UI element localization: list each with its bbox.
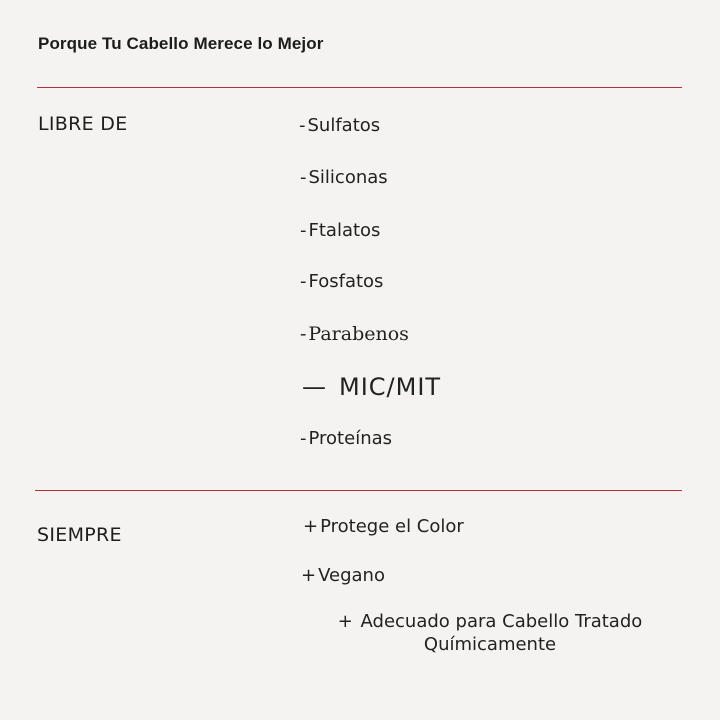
- item-label: Ftalatos: [308, 220, 381, 241]
- divider-top: [37, 87, 682, 88]
- list-item-free-of: [300, 428, 392, 449]
- plus-marker: +: [301, 565, 317, 586]
- list-item-always: [330, 610, 650, 656]
- item-label: Siliconas: [308, 167, 388, 188]
- dash-marker: -: [300, 323, 307, 345]
- item-label: Vegano: [318, 565, 385, 586]
- item-label: Protege el Color: [320, 516, 464, 537]
- item-label: MIC/MIT: [339, 373, 442, 401]
- dash-marker: -: [300, 428, 307, 449]
- section-label-siempre: SIEMPRE: [37, 524, 122, 546]
- list-item-always: [303, 516, 464, 537]
- dash-marker: -: [300, 220, 307, 241]
- plus-marker: +: [337, 611, 353, 632]
- dash-marker: -: [299, 115, 306, 136]
- list-item-free-of: [299, 115, 380, 136]
- item-label: Fosfatos: [308, 271, 384, 292]
- dash-marker: —: [302, 373, 327, 401]
- item-label: Sulfatos: [307, 115, 381, 136]
- list-item-free-of: [300, 167, 388, 188]
- page-title: Porque Tu Cabello Merece lo Mejor: [38, 34, 324, 53]
- list-item-free-of: [302, 373, 441, 401]
- list-item-free-of: [300, 323, 409, 345]
- list-item-free-of: [300, 271, 383, 292]
- dash-marker: -: [300, 167, 307, 188]
- item-label: Parabenos: [308, 323, 409, 345]
- list-item-always: [301, 565, 385, 586]
- dash-marker: -: [300, 271, 307, 292]
- section-label-libre-de: LIBRE DE: [38, 113, 128, 135]
- plus-marker: +: [303, 516, 319, 537]
- item-label: Proteínas: [308, 428, 393, 449]
- divider-middle: [35, 490, 682, 491]
- list-item-free-of: [300, 220, 380, 241]
- item-label: Adecuado para Cabello Tratado Químicamente: [360, 611, 643, 655]
